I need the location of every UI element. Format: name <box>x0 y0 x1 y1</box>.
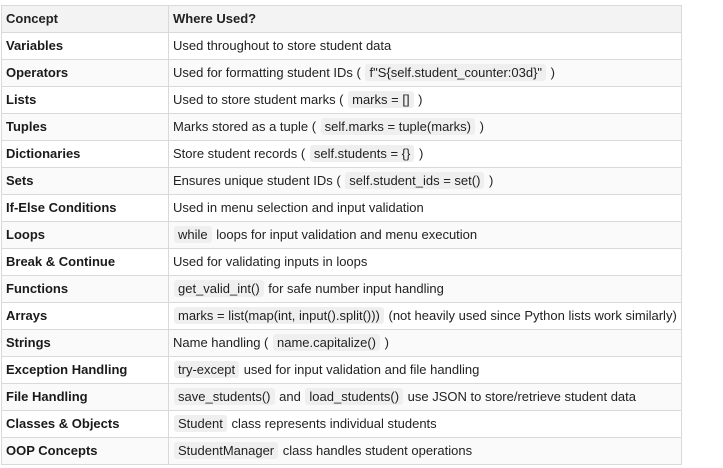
code-snippet: save_students() <box>174 388 275 405</box>
code-snippet: while <box>174 226 212 243</box>
description-text: used for input validation and file handling <box>240 362 480 377</box>
where-used-cell <box>169 411 682 438</box>
code-snippet: self.students = {} <box>310 145 414 162</box>
code-snippet: Student <box>174 415 227 432</box>
code-snippet: StudentManager <box>174 442 278 459</box>
description-text: Ensures unique student IDs ( <box>173 173 345 188</box>
description-text: for safe number input handling <box>264 281 444 296</box>
description-text: use JSON to store/retrieve student data <box>404 389 636 404</box>
table-row <box>2 411 682 438</box>
table-row <box>2 249 682 276</box>
concept-cell: Loops <box>2 222 169 249</box>
code-snippet: self.student_ids = set() <box>345 172 484 189</box>
code-snippet: self.marks = tuple(marks) <box>321 118 475 135</box>
table-row <box>2 141 682 168</box>
header-concept: Concept <box>2 6 169 33</box>
concept-cell: If-Else Conditions <box>2 195 169 222</box>
table-body <box>2 33 682 465</box>
where-used-cell <box>169 438 682 465</box>
description-text: Used for validating inputs in loops <box>173 254 368 269</box>
description-text: Name handling ( <box>173 335 272 350</box>
concept-cell: Exception Handling <box>2 357 169 384</box>
concept-cell: Functions <box>2 276 169 303</box>
code-snippet: get_valid_int() <box>174 280 264 297</box>
where-used-cell <box>169 33 682 60</box>
description-text: ) <box>485 173 494 188</box>
code-snippet: load_students() <box>305 388 403 405</box>
code-snippet: name.capitalize() <box>273 334 380 351</box>
description-text: loops for input validation and menu execution <box>212 227 478 242</box>
code-snippet: marks = [] <box>348 91 413 108</box>
table-row <box>2 60 682 87</box>
table-row <box>2 222 682 249</box>
concept-cell: Tuples <box>2 114 169 141</box>
concept-cell: Variables <box>2 33 169 60</box>
concept-cell: Arrays <box>2 303 169 330</box>
code-snippet: marks = list(map(int, input().split())) <box>174 307 384 324</box>
table-row <box>2 168 682 195</box>
concept-cell: Lists <box>2 87 169 114</box>
description-text: ) <box>547 65 555 80</box>
table-row <box>2 195 682 222</box>
where-used-cell <box>169 168 682 195</box>
description-text: class represents individual students <box>227 416 437 431</box>
table-header-row <box>2 6 682 33</box>
description-text: Used to store student marks ( <box>173 92 348 107</box>
table-row <box>2 114 682 141</box>
concept-cell: Dictionaries <box>2 141 169 168</box>
code-snippet: f"S{self.student_counter:03d}" <box>365 64 546 81</box>
where-used-cell <box>169 303 682 330</box>
where-used-cell <box>169 195 682 222</box>
concept-cell: Sets <box>2 168 169 195</box>
where-used-cell <box>169 141 682 168</box>
description-text: ) <box>381 335 389 350</box>
description-text: Used in menu selection and input validation <box>173 200 424 215</box>
concept-cell: OOP Concepts <box>2 438 169 465</box>
description-text: Used for formatting student IDs ( <box>173 65 365 80</box>
where-used-cell <box>169 114 682 141</box>
description-text: Store student records ( <box>173 146 309 161</box>
concepts-table-container <box>1 5 681 465</box>
concepts-table <box>1 5 682 465</box>
where-used-cell <box>169 87 682 114</box>
concept-cell: Strings <box>2 330 169 357</box>
description-text: Used throughout to store student data <box>173 38 392 53</box>
where-used-cell <box>169 276 682 303</box>
description-text: ) <box>414 92 423 107</box>
description-text: ) <box>475 119 484 134</box>
table-row <box>2 330 682 357</box>
where-used-cell <box>169 384 682 411</box>
description-text: ) <box>415 146 424 161</box>
table-row <box>2 303 682 330</box>
code-snippet: try-except <box>174 361 239 378</box>
header-where-used: Where Used? <box>169 6 682 33</box>
description-text: class handles student operations <box>279 443 473 458</box>
table-row <box>2 438 682 465</box>
table-row <box>2 357 682 384</box>
where-used-cell <box>169 330 682 357</box>
description-text: (not heavily used since Python lists work similarly) <box>384 308 677 323</box>
table-row <box>2 276 682 303</box>
where-used-cell <box>169 249 682 276</box>
description-text: and <box>275 389 305 404</box>
where-used-cell <box>169 222 682 249</box>
table-row <box>2 384 682 411</box>
table-row <box>2 87 682 114</box>
concept-cell: Break & Continue <box>2 249 169 276</box>
concept-cell: Classes & Objects <box>2 411 169 438</box>
concept-cell: Operators <box>2 60 169 87</box>
where-used-cell <box>169 60 682 87</box>
table-row <box>2 33 682 60</box>
where-used-cell <box>169 357 682 384</box>
concept-cell: File Handling <box>2 384 169 411</box>
description-text: Marks stored as a tuple ( <box>173 119 320 134</box>
